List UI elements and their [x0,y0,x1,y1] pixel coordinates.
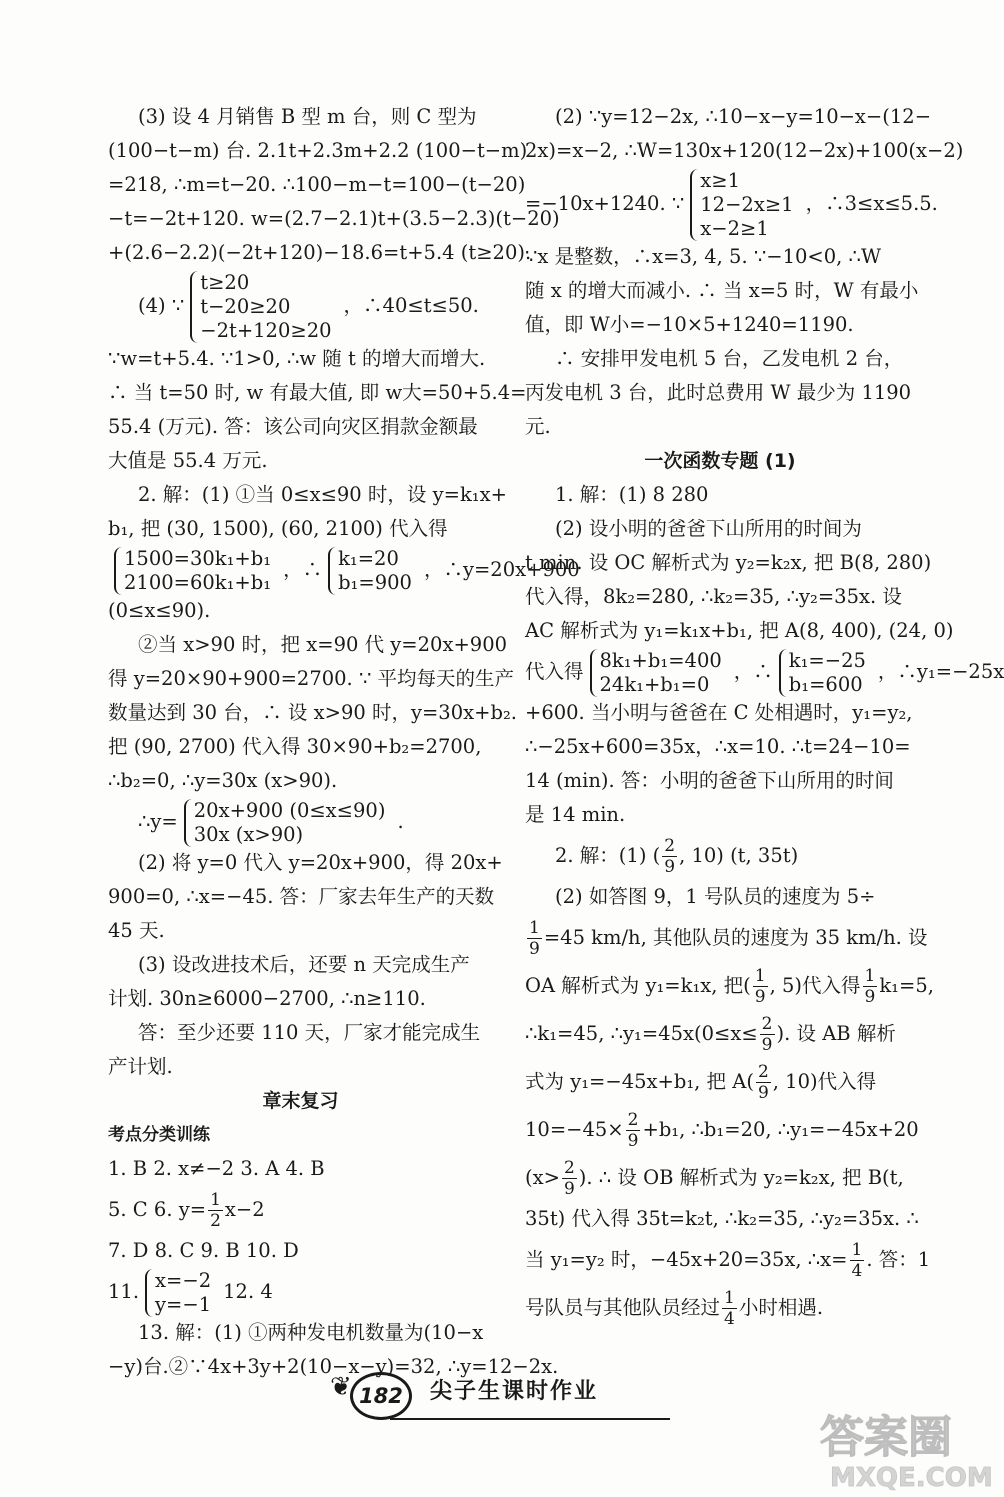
brace-system [590,649,728,697]
text-fragment: (4) ∵ [138,294,185,317]
text-fragment: ，∴3≤x≤5.5. [805,192,938,215]
watermark-icon [800,1400,1000,1497]
text-line: 900=0, ∴x=−45. 答：厂家去年生产的天数 [108,885,495,908]
text-fragment: . [397,810,404,833]
text-line: 1. 解：(1) 8 280 [555,483,709,506]
text-line: 丙发电机 3 台，此时总费用 W 最少为 1190 [525,381,912,404]
text-line [525,1010,915,1058]
text-line: (2) 设小明的爸爸下山所用的时间为 [555,517,862,540]
text-line: =218, ∴m=t−20. ∴100−m−t=100−(t−20) [108,173,526,196]
text-fragment: ，∴ [733,660,773,683]
text-line [525,914,928,962]
text-line: ∴b₂=0, ∴y=30x (x>90). [108,769,338,792]
text-line: +(2.6−2.2)(−2t+120)−18.6=t+5.4 (t≥20). [108,241,532,264]
system-row: x≥1 [700,168,741,192]
brace-system [190,271,337,343]
text-line: (2) 将 y=0 代入 y=20x+900，得 20x+ [138,851,503,874]
system-row: y=−1 [155,1292,212,1316]
text-fragment: 代入得 [525,660,584,683]
text-line: 是 14 min. [525,803,626,826]
brace-system [184,799,392,847]
fraction [208,1190,223,1231]
fraction [722,1288,737,1329]
text-fragment: 10=−45× [525,1118,624,1141]
text-line: 把 (90, 2700) 代入得 30×90+b₂=2700, [108,735,482,758]
text-line: 值，即 W小=−10×5+1240=1190. [525,313,854,336]
system-row: 24k₁+b₁=0 [599,672,710,696]
text-fragment: ，∴y=20x+900 [423,558,580,581]
fraction [626,1110,641,1151]
text-fragment: 11. [108,1280,140,1303]
system-row: 8k₁+b₁=400 [599,648,722,672]
system-row: b₁=600 [788,672,863,696]
text-line: 大值是 55.4 万元. [108,449,268,472]
text-line [525,1284,915,1332]
answer-line: 1. B 2. x≠−2 3. A 4. B [108,1157,325,1180]
section-heading: 章末复习 [262,1090,339,1112]
text-fragment: ，∴ [283,558,323,581]
fraction-denominator: 9 [864,987,876,1007]
text-fragment: +b₁, ∴b₁=20, ∴y₁=−45x+20 [642,1118,919,1141]
system-row: x−2≥1 [700,216,769,240]
text-line: 代入得，8k₂=280, ∴k₂=35, ∴y₂=35x. 设 [525,585,902,608]
fraction-denominator: 9 [754,987,766,1007]
text-line: 元. [525,415,551,438]
fraction-numerator: 1 [529,918,540,938]
fraction [850,1240,865,1281]
text-fragment: 12. 4 [223,1280,273,1303]
right-column [525,100,1004,1332]
fraction-denominator: 4 [851,1261,863,1281]
text-fragment: ，∴40≤t≤50. [343,294,479,317]
fraction-numerator: 2 [664,836,676,856]
text-fragment: x−2 [224,1198,265,1221]
fraction-denominator: 9 [627,1131,639,1151]
text-line: ∵w=t+5.4. ∵1>0, ∴w 随 t 的增大而增大. [108,347,486,370]
equation-system [108,546,580,594]
fraction-numerator: 2 [757,1062,769,1082]
text-fragment: 2. 解：(1) ( [555,844,661,867]
text-line [525,962,934,1010]
text-line: AC 解析式为 y₁=k₁x+b₁, 把 A(8, 400), (24, 0) [525,619,954,642]
text-line: +600. 当小明与爸爸在 C 处相遇时，y₁=y₂, [525,701,913,724]
fraction [527,918,542,959]
fraction-numerator: 1 [754,966,766,986]
brace-system [145,1269,217,1317]
fraction-denominator: 2 [210,1211,221,1231]
text-line: 答：至少还要 110 天，厂家才能完成生 [138,1021,481,1044]
fraction [662,836,677,877]
system-row: t−20≥20 [200,294,291,318]
text-line [525,1154,915,1202]
text-line: ∵x 是整数，∴x=3, 4, 5. ∵−10<0, ∴W [525,245,881,268]
text-fragment: OA 解析式为 y₁=k₁x, 把( [525,974,751,997]
text-line: 得 y=20×90+900=2700. ∵ 平均每天的生产 [108,667,515,690]
text-line: 14 (min). 答：小明的爸爸下山所用的时间 [525,769,894,792]
system-row: 12−2x≥1 [700,192,794,216]
fraction [863,966,878,1007]
text-line: 计划. 30n≥6000−2700, ∴n≥110. [108,987,426,1010]
text-fragment: 式为 y₁=−45x+b₁, 把 A( [525,1070,754,1093]
text-line: 随 x 的增大而减小. ∴ 当 x=5 时，W 有最小 [525,279,919,302]
text-line [525,1106,919,1154]
text-line: ∴−25x+600=35x，∴x=10. ∴t=24−10= [525,735,911,758]
system-row: k₁=−25 [788,648,866,672]
text-fragment: 当 y₁=y₂ 时，−45x+20=35x, ∴x= [525,1248,848,1271]
text-fragment: . 答：1 [866,1248,931,1271]
page-number: 182 [350,1372,412,1420]
section-subheading: 考点分类训练 [108,1125,210,1145]
text-fragment: ∴k₁=45, ∴y₁=45x(0≤x≤ [525,1022,758,1045]
fraction-numerator: 1 [210,1190,221,1210]
swirl-ornament-icon: ❦ [330,1372,352,1402]
text-line: 数量达到 30 台，∴ 设 x>90 时，y=30x+b₂. [108,701,517,724]
text-line: ∴ 安排甲发电机 5 台，乙发电机 2 台， [555,347,904,370]
text-fragment: ，∴y₁=−25x [877,660,1004,683]
fraction-numerator: 1 [851,1240,863,1260]
system-row: 30x (x>90) [193,822,304,846]
text-line: (0≤x≤90). [108,599,211,622]
text-fragment: k₁=5, [879,974,934,997]
fraction-denominator: 9 [529,939,540,959]
text-line: (3) 设 4 月销售 B 型 m 台，则 C 型为 [138,105,477,128]
text-fragment: , 10) (t, 35t) [679,844,799,867]
text-fragment: ). ∴ 设 OB 解析式为 y₂=k₂x, 把 B(t, [578,1166,904,1189]
text-line: ∴ 当 t=50 时, w 有最大值, 即 w大=50+5.4= [108,381,527,404]
text-fragment: 号队员与其他队员经过 [525,1296,721,1319]
text-line: 2x)=x−2, ∴W=130x+120(12−2x)+100(x−2) [525,139,964,162]
answer-line: 7. D 8. C 9. B 10. D [108,1239,299,1262]
text-line: ②当 x>90 时，把 x=90 代 y=20x+900 [138,633,508,656]
svg-text:MXQE.COM: MXQE.COM [830,1463,993,1493]
text-line: t min. 设 OC 解析式为 y₂=k₂x, 把 B(8, 280) [525,551,932,574]
text-line [525,1058,915,1106]
text-line: b₁, 把 (30, 1500), (60, 2100) 代入得 [108,517,448,540]
piecewise-function [108,798,493,846]
brace-system [690,169,799,241]
page-footer [330,1368,670,1428]
system-row: t≥20 [200,270,250,294]
text-fragment: =45 km/h, 其他队员的速度为 35 km/h. 设 [543,926,928,949]
text-line: −t=−2t+120. w=(2.7−2.1)t+(3.5−2.3)(t−20) [108,207,560,230]
text-fragment: =−10x+1240. ∵ [525,192,685,215]
svg-text:答案圈: 答案圈 [820,1412,952,1463]
system-row: 1500=30k₁+b₁ [124,546,272,570]
brace-system [779,649,872,697]
fraction-numerator: 1 [864,966,876,986]
text-line: 35t) 代入得 35t=k₂t, ∴k₂=35, ∴y₂=35x. ∴ [525,1207,919,1230]
text-fragment: 小时相遇. [738,1296,824,1319]
fraction-denominator: 9 [757,1083,769,1103]
fraction [760,1014,775,1055]
fraction-numerator: 2 [627,1110,639,1130]
fraction-numerator: 2 [563,1158,575,1178]
text-fragment: , 10)代入得 [772,1070,877,1093]
equation-system [525,648,1004,696]
text-fragment: , 5)代入得 [769,974,861,997]
text-line: (3) 设改进技术后，还要 n 天完成生产 [138,953,470,976]
text-fragment: (x> [525,1166,560,1189]
section-heading: 一次函数专题 (1) [644,450,796,472]
system-row: 20x+900 (0≤x≤90) [193,798,386,822]
text-line: 2. 解：(1) ①当 0≤x≤90 时，设 y=k₁x+ [138,483,507,506]
text-fragment: 5. C 6. y= [108,1198,207,1221]
book-title: 尖子生课时作业 [430,1379,599,1404]
fraction [753,966,768,1007]
system-row: 2100=60k₁+b₁ [124,570,272,594]
text-line [525,832,915,880]
text-line: (100−t−m) 台. 2.1t+2.3m+2.2 (100−t−m) [108,139,528,162]
fraction [756,1062,771,1103]
system-row: b₁=900 [338,570,412,594]
text-line: 45 天. [108,919,165,942]
system-row: k₁=20 [338,546,399,570]
brace-system [114,547,277,595]
watermark-logo [800,1400,1000,1497]
text-line: (2) ∵y=12−2x, ∴10−x−y=10−x−(12− [555,105,932,128]
fraction [562,1158,577,1199]
inequality-system [525,168,938,240]
inequality-system [108,270,493,342]
fraction-denominator: 9 [563,1179,575,1199]
brace-system [328,547,418,595]
system-row: −2t+120≥20 [200,318,332,342]
text-line: −y)台.②∵4x+3y+2(10−x−y)=32, ∴y=12−2x. [108,1355,559,1378]
footer-rule [390,1418,670,1420]
fraction-numerator: 1 [724,1288,735,1308]
text-fragment: ∴y= [138,810,178,833]
system-row: x=−2 [155,1268,212,1292]
text-line: (2) 如答图 9，1 号队员的速度为 5÷ [555,885,876,908]
answer-line [108,1186,493,1234]
fraction-numerator: 2 [761,1014,773,1034]
fraction-denominator: 9 [664,857,676,877]
fraction-denominator: 4 [724,1309,735,1329]
text-fragment: ). 设 AB 解析 [776,1022,896,1045]
text-line [525,1236,931,1284]
text-line: 55.4 (万元). 答：该公司向灾区捐款金额最 [108,415,478,438]
text-line: 13. 解：(1) ①两种发电机数量为(10−x [138,1321,484,1344]
fraction-denominator: 9 [761,1035,773,1055]
answer-line [108,1268,493,1316]
text-line: 产计划. [108,1055,173,1078]
